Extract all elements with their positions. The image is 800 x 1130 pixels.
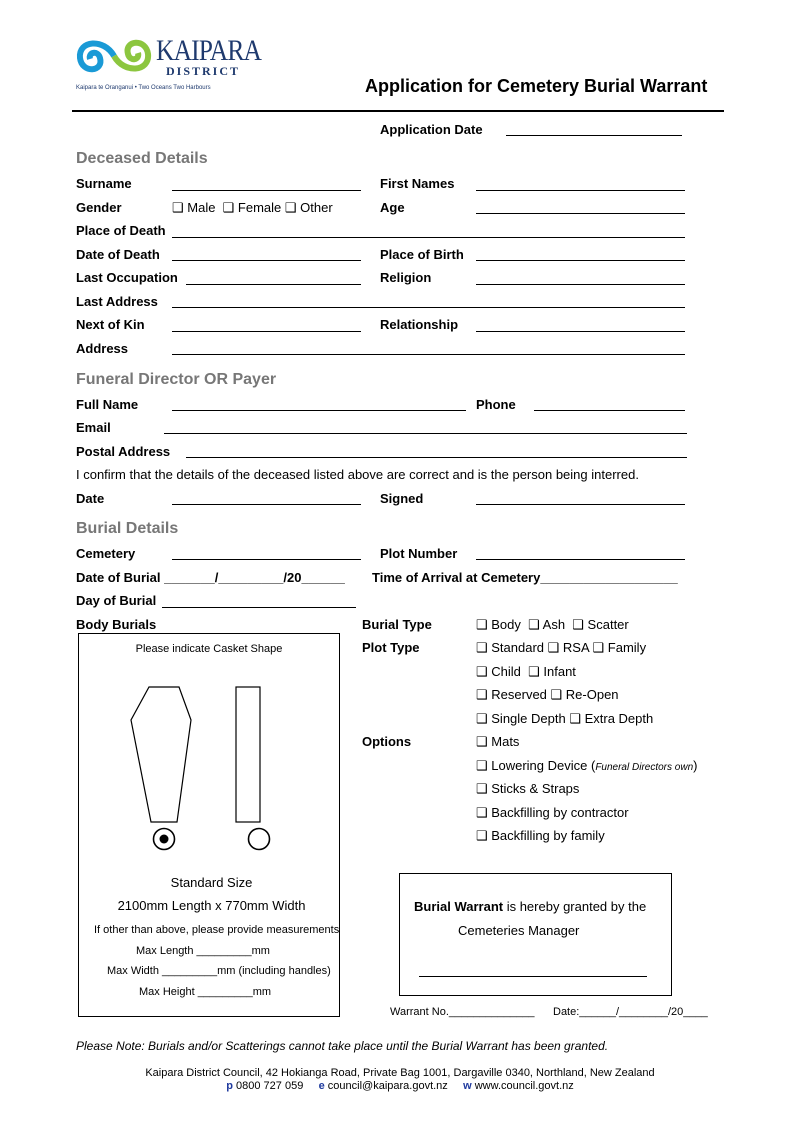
coffin-shape-icon (131, 687, 191, 822)
gender-checkboxes[interactable]: ❑ Male ❑ Female ❑ Other (172, 200, 333, 215)
application-date-label: Application Date (380, 122, 483, 137)
last-occupation-field[interactable] (186, 284, 361, 285)
option-sticks-straps[interactable]: ❑ Sticks & Straps (476, 781, 580, 796)
age-label: Age (380, 200, 405, 215)
max-length-field[interactable]: Max Length _________mm (136, 945, 270, 957)
max-width-field[interactable]: Max Width _________mm (including handles) (107, 965, 331, 977)
plot-type-options[interactable]: ❑ Reserved ❑ Re-Open (476, 687, 619, 702)
footer-phone: 0800 727 059 (236, 1080, 304, 1092)
lowering-note: Funeral Directors own (595, 762, 694, 773)
place-of-birth-label: Place of Birth (380, 247, 464, 262)
postal-address-field[interactable] (186, 457, 687, 458)
address-field[interactable] (172, 354, 685, 355)
casket-shape-icon (236, 687, 260, 822)
footer-email[interactable]: council@kaipara.govt.nz (327, 1080, 448, 1092)
phone-prefix: p (226, 1080, 233, 1092)
kaipara-logo (74, 34, 154, 83)
warrant-date-field[interactable]: Date:______/________/20____ (553, 1006, 708, 1018)
footer-address: Kaipara District Council, 42 Hokianga Road, Private Bag 1001, Dargaville 0340, Northland, New Zealand (145, 1067, 655, 1079)
age-field[interactable] (476, 213, 685, 214)
footer-web[interactable]: www.council.govt.nz (474, 1080, 574, 1092)
date-of-burial-field[interactable]: Date of Burial _______/_________/20______ (76, 570, 345, 585)
burial-heading: Burial Details (76, 520, 179, 537)
lowering-close: ) (693, 758, 698, 773)
lowering-label: ❑ Lowering Device ( (476, 758, 596, 773)
full-name-field[interactable] (172, 410, 466, 411)
plot-type-options[interactable]: ❑ Child ❑ Infant (476, 664, 576, 679)
plot-type-options[interactable]: ❑ Standard ❑ RSA ❑ Family (476, 640, 647, 655)
last-address-field[interactable] (172, 307, 685, 308)
web-prefix: w (463, 1080, 472, 1092)
day-of-burial-label: Day of Burial (76, 593, 157, 608)
confirm-statement: I confirm that the details of the deceased listed above are correct and is the person being interred. (76, 467, 639, 482)
burial-type-options[interactable]: ❑ Body ❑ Ash ❑ Scatter (476, 617, 629, 632)
email-prefix: e (318, 1080, 325, 1092)
next-of-kin-label: Next of Kin (76, 317, 145, 332)
full-name-label: Full Name (76, 397, 139, 412)
logo-tagline: Kaipara te Oranganui • Two Oceans Two Harbours (76, 85, 211, 91)
options-label: Options (362, 734, 412, 749)
coffin-radio-selected[interactable] (152, 827, 176, 851)
date-of-death-label: Date of Death (76, 247, 160, 262)
gender-label: Gender (76, 200, 122, 215)
depth-options[interactable]: ❑ Single Depth ❑ Extra Depth (476, 711, 654, 726)
body-burials-label: Body Burials (76, 617, 157, 632)
option-backfill-contractor[interactable]: ❑ Backfilling by contractor (476, 805, 629, 820)
email-field[interactable] (164, 433, 687, 434)
max-height-field[interactable]: Max Height _________mm (139, 986, 272, 998)
phone-field[interactable] (534, 410, 685, 411)
logo-sub: DISTRICT (166, 64, 241, 78)
please-note: Please Note: Burials and/or Scatterings cannot take place until the Burial Warrant has been granted. (76, 1039, 609, 1053)
logo-name: KAIPARA (156, 34, 262, 67)
place-of-birth-field[interactable] (476, 260, 685, 261)
signed-field[interactable] (476, 504, 685, 505)
place-of-death-field[interactable] (172, 237, 685, 238)
cemetery-label: Cemetery (76, 546, 136, 561)
funeral-heading: Funeral Director OR Payer (76, 371, 277, 388)
footer-contacts (0, 1080, 800, 1092)
date-label: Date (76, 491, 105, 506)
address-label: Address (76, 341, 129, 356)
option-mats[interactable]: ❑ Mats (476, 734, 520, 749)
first-names-field[interactable] (476, 190, 685, 191)
date-of-death-field[interactable] (172, 260, 361, 261)
casket-radio[interactable] (247, 827, 271, 851)
deceased-heading: Deceased Details (76, 150, 208, 167)
email-label: Email (76, 420, 111, 435)
plot-number-label: Plot Number (380, 546, 458, 561)
cemeteries-manager: Cemeteries Manager (458, 923, 580, 938)
warrant-number-field[interactable]: Warrant No.______________ (390, 1006, 535, 1018)
plot-number-field[interactable] (476, 559, 685, 560)
date-field[interactable] (172, 504, 361, 505)
religion-field[interactable] (476, 284, 685, 285)
relationship-label: Relationship (380, 317, 459, 332)
warrant-bold: Burial Warrant (414, 899, 504, 914)
cemetery-field[interactable] (172, 559, 361, 560)
option-lowering-device[interactable] (476, 758, 697, 774)
surname-field[interactable] (172, 190, 361, 191)
day-of-burial-field[interactable] (162, 607, 356, 608)
manager-signature-field[interactable] (419, 976, 647, 977)
postal-address-label: Postal Address (76, 444, 171, 459)
casket-shape-box (78, 633, 340, 1017)
burial-type-label: Burial Type (362, 617, 432, 632)
other-measurements-note: If other than above, please provide measurements (94, 924, 340, 936)
first-names-label: First Names (380, 176, 455, 191)
last-address-label: Last Address (76, 294, 158, 309)
next-of-kin-field[interactable] (172, 331, 361, 332)
casket-prompt: Please indicate Casket Shape (135, 643, 283, 655)
option-backfill-family[interactable]: ❑ Backfilling by family (476, 828, 605, 843)
time-of-arrival-field[interactable]: Time of Arrival at Cemetery___________________ (372, 570, 678, 585)
religion-label: Religion (380, 270, 432, 285)
place-of-death-label: Place of Death (76, 223, 166, 238)
warrant-rest: is hereby granted by the (503, 899, 647, 914)
plot-type-label: Plot Type (362, 640, 420, 655)
relationship-field[interactable] (476, 331, 685, 332)
last-occupation-label: Last Occupation (76, 270, 178, 285)
phone-label: Phone (476, 397, 516, 412)
warrant-box (399, 873, 672, 996)
casket-shapes (119, 682, 299, 862)
surname-label: Surname (76, 176, 132, 191)
warrant-statement (414, 899, 646, 914)
application-date-field[interactable] (506, 135, 682, 136)
signed-label: Signed (380, 491, 424, 506)
page-title: Application for Cemetery Burial Warrant (365, 76, 708, 96)
standard-size: Standard Size (170, 875, 253, 890)
header-divider (72, 110, 724, 112)
standard-dimensions: 2100mm Length x 770mm Width (117, 898, 306, 913)
swirl-logo-icon (74, 34, 154, 78)
